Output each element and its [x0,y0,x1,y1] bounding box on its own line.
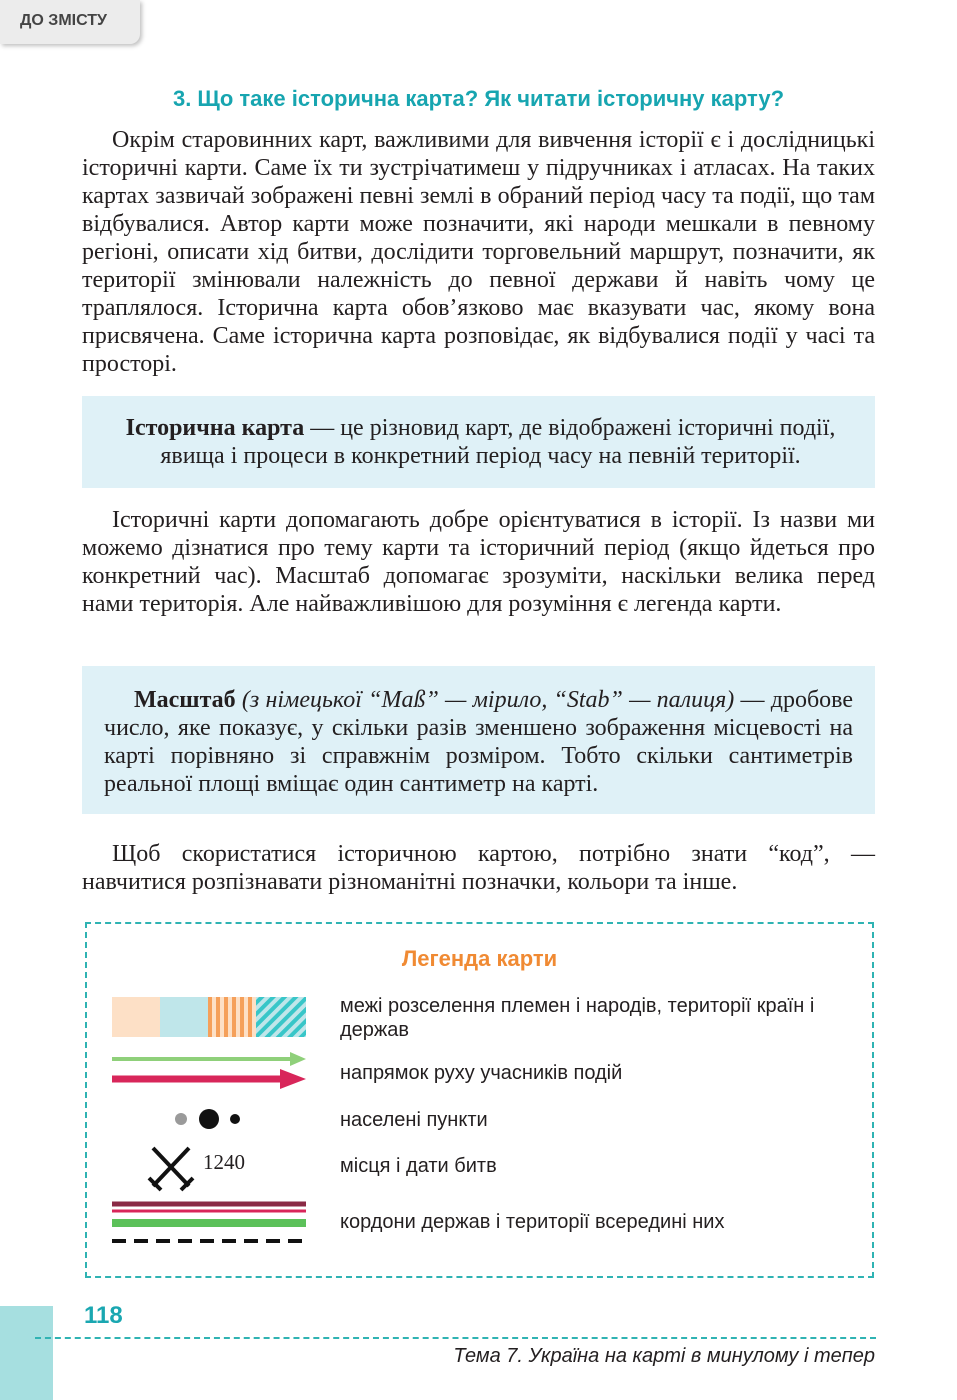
definition-scale [104,686,853,798]
definition-historical-map-text: — це різновид карт, де відображені історичні події, явища і процеси в конкретний період часу на певній території. [160,415,836,469]
scale-etymology: (з німецької “Maß” — мірило, “Stab” — палиця) [235,687,735,713]
settlement-dots-icon [173,1107,245,1131]
crossed-swords-icon [147,1144,195,1192]
border-lines-icon [112,1199,306,1247]
legend-text-settlements: населені пункти [340,1109,488,1131]
paragraph-usage: Історичні карти допомагають добре орієнтуватися в історії. Із назви ми можемо дізнатися про тему карти та історичний період (якщо йдеться про конкретний час). Масштаб допомагає зрозуміти, наскільки велика перед нами територія. Але найважливішою для розуміння є легенда карти. [82,507,875,617]
definition-historical-map [108,414,853,470]
movement-arrows-icon [112,1049,308,1089]
legend-text-territories: межі розселення племен і народів, території країн і держав [340,995,815,1041]
definition-scale-text: — дробове число, яке показує, у скільки разів зменшено зображення місцевості на карті порівняно зі справжнім розміром. Тобто скільки сантиметрів реальної площі вміщає один сантиметр на карті. [104,687,853,797]
territory-swatches-icon [112,997,306,1037]
map-legend [85,922,874,1278]
legend-text-battles: місця і дати битв [340,1155,497,1177]
definition-box-scale [82,666,875,814]
page-side-tab [0,1306,53,1400]
section-title: 3. Що таке історична карта? Як читати історичну карту? [172,86,785,111]
legend-text-movement: напрямок руху учасників подій [340,1062,623,1084]
legend-title: Легенда карти [401,946,558,971]
battle-year-label: 1240 [203,1150,245,1174]
legend-text-borders: кордони держав і території всередині них [340,1211,725,1233]
page-number: 118 [84,1302,123,1329]
paragraph-legend-intro: Щоб скористатися історичною картою, потрібно знати “код”, — навчитися розпізнавати різноманітні позначки, кольори та інше. [82,841,875,895]
footer-divider [35,1337,876,1339]
toc-button[interactable]: ДО ЗМІСТУ [0,0,140,44]
footer-topic: Тема 7. Україна на карті в минулому і тепер [453,1345,875,1367]
definition-box-historical-map [82,396,875,488]
paragraph-intro: Окрім старовинних карт, важливими для вивчення історії є і дослідницькі історичні карти. Саме їх ти зустрічатимеш у підручниках і атласах. На таких картах зазвичай зображені певні землі в обраний період часу та події, що там відбувалися. Автор карти може позначити, які народи мешкали в певному регіоні, описати хід битви, дослідити торговельний маршрут, позначити, як території змінювали належність до певної держави й навіть чому це траплялося. Історична карта обов’язково має вказувати час, якому вона присвячена. Саме історична карта розповідає, як відбувалися події у часі та просторі. [82,127,875,377]
term-historical-map: Історична карта [125,415,305,441]
term-scale: Масштаб [134,687,236,713]
